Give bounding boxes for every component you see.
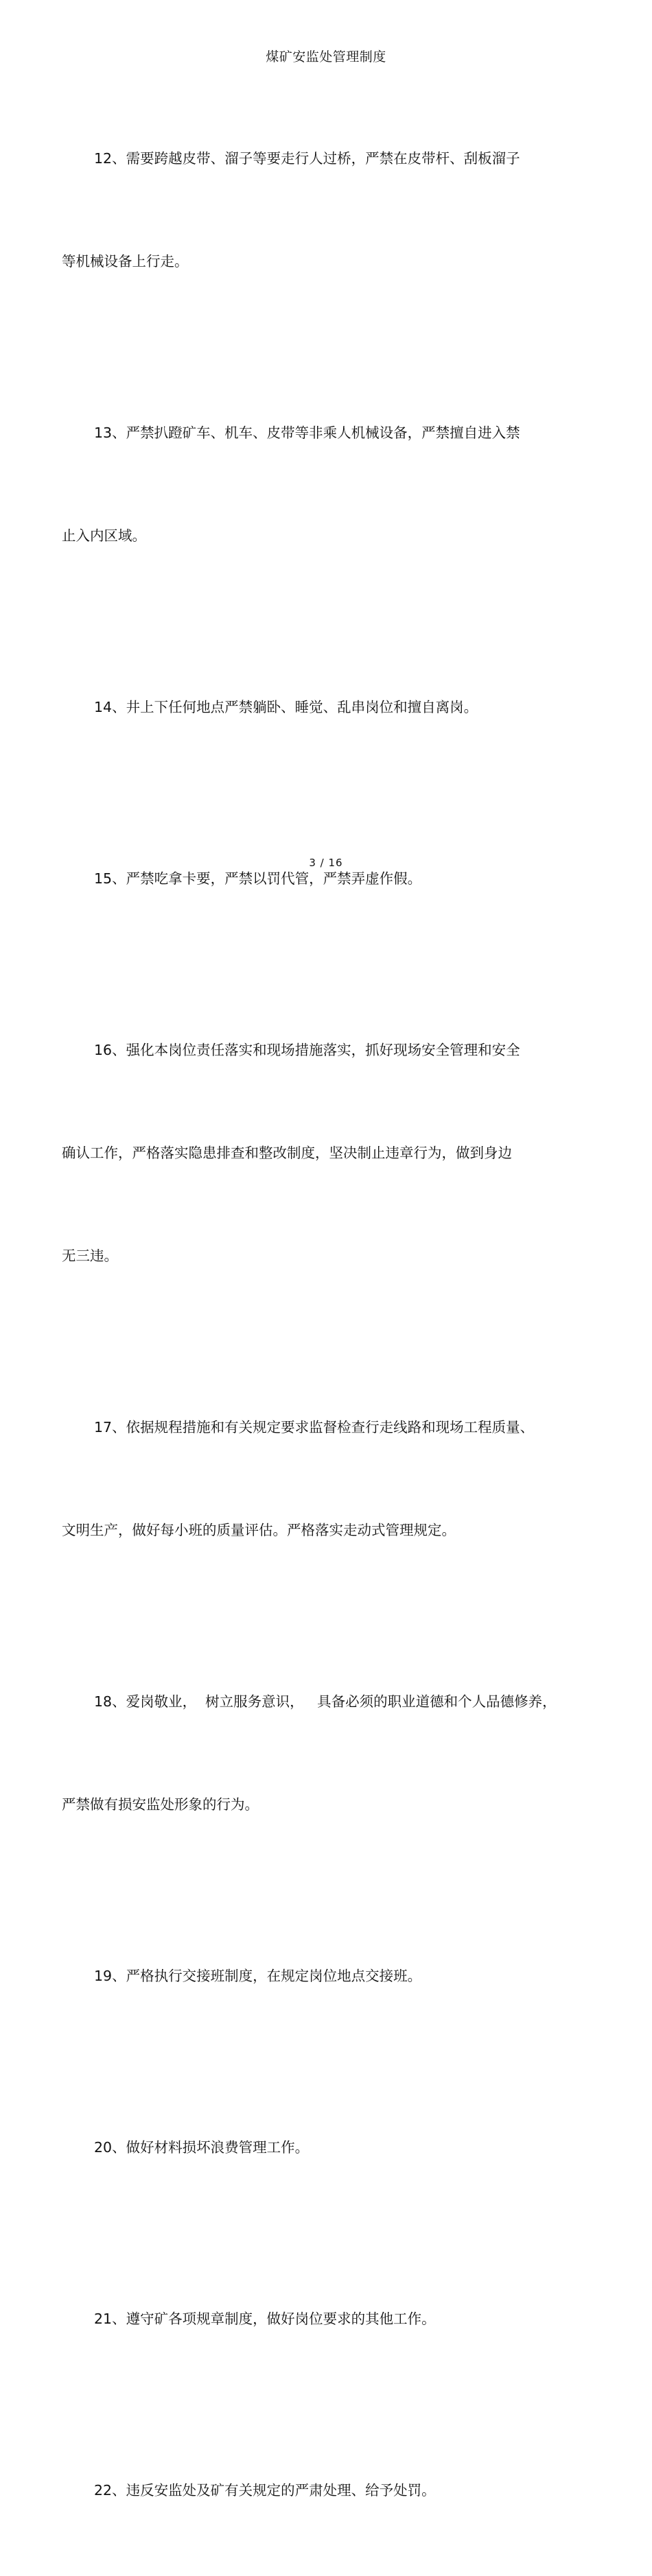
rule-line: 14、井上下任何地点严禁躺卧、睡觉、乱串岗位和擅自离岗。 (94, 699, 478, 715)
rule-line: 17、依据规程措施和有关规定要求监督检查行走线路和现场工程质量、 (94, 1419, 535, 1435)
rule-line: 止入内区域。 (62, 527, 146, 544)
rule-item-15 (62, 793, 573, 964)
rule-line: 12、需要跨越皮带、溜子等要走行人过桥，严禁在皮带杆、刮板溜子 (94, 150, 520, 167)
rule-item-22 (62, 2405, 573, 2576)
rule-line: 确认工作，严格落实隐患排查和整改制度，坚决制止违章行为，做到身边 (62, 1145, 512, 1161)
rule-item-13 (62, 347, 573, 621)
page-number: 3 / 16 (309, 857, 343, 869)
rule-line: 16、强化本岗位责任落实和现场措施落实，抓好现场安全管理和安全 (94, 1042, 520, 1058)
rule-item-12 (62, 73, 573, 347)
rule-item-20 (62, 2062, 573, 2233)
document-body (62, 73, 573, 2576)
rule-line: 13、严禁扒蹬矿车、机车、皮带等非乘人机械设备，严禁擅自进入禁 (94, 425, 520, 441)
rule-item-14 (62, 621, 573, 793)
rule-line: 21、遵守矿各项规章制度，做好岗位要求的其他工作。 (94, 2311, 436, 2327)
rule-line: 19、严格执行交接班制度，在规定岗位地点交接班。 (94, 1968, 422, 1984)
rule-item-17 (62, 1341, 573, 1616)
rule-item-16 (62, 964, 573, 1341)
rule-line: 20、做好材料损坏浪费管理工作。 (94, 2139, 310, 2156)
rule-item-19 (62, 1890, 573, 2062)
rule-line: 15、严禁吃拿卡要，严禁以罚代管，严禁弄虚作假。 (94, 870, 422, 887)
rule-line: 22、违反安监处及矿有关规定的严肃处理、给予处罚。 (94, 2482, 436, 2499)
rule-line: 严禁做有损安监处形象的行为。 (62, 1796, 259, 1813)
rule-line: 无三违。 (62, 1248, 118, 1264)
rule-item-18 (62, 1616, 573, 1890)
rule-line: 文明生产，做好每小班的质量评估。严格落实走动式管理规定。 (62, 1522, 456, 1538)
page-header-title: 煤矿安监处管理制度 (266, 49, 386, 64)
rule-line: 18、爱岗敬业， 树立服务意识， 具备必须的职业道德和个人品德修养， (94, 1693, 557, 1710)
rule-line: 等机械设备上行走。 (62, 253, 189, 270)
rule-item-21 (62, 2233, 573, 2405)
